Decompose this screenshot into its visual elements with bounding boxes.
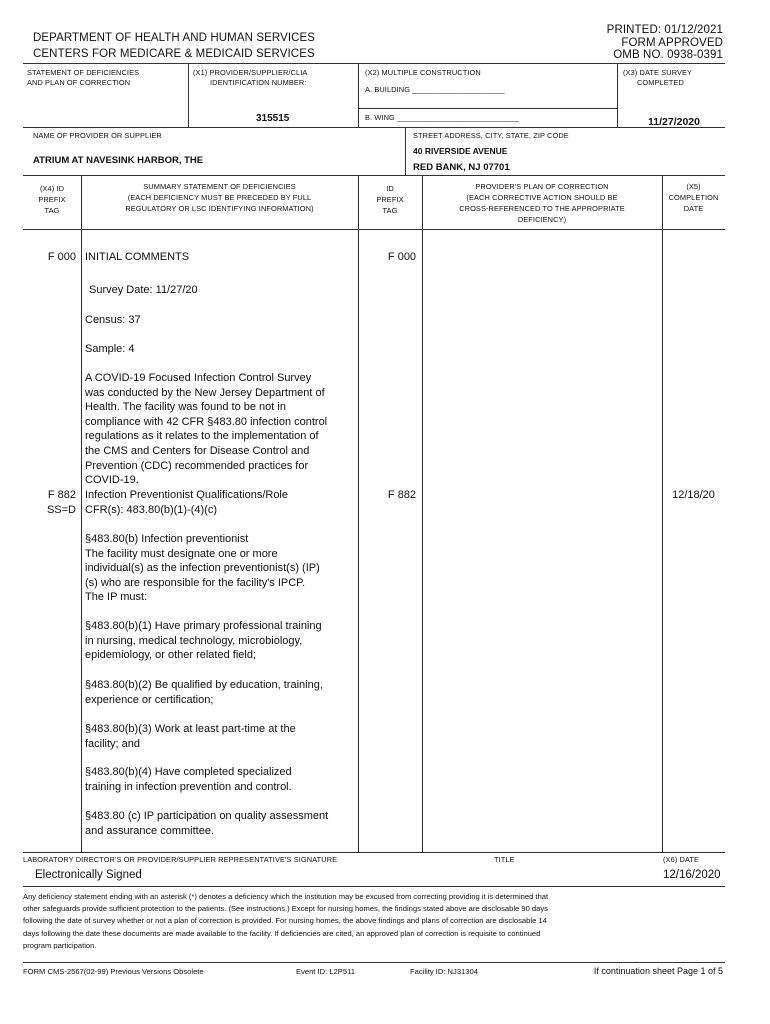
sample: Sample: 4 [85,343,135,355]
para-line: §483.80(b)(3) Work at least part-time at the [85,723,296,735]
para-line: §483.80(b)(2) Be qualified by education, training, [85,679,323,691]
rule-v3 [617,63,618,127]
summary-label-1: SUMMARY STATEMENT OF DEFICIENCIES [143,182,296,191]
plan-label-4: DEFICIENCY) [517,215,567,224]
para-line: and assurance committee. [85,824,215,837]
initial-comments-title: INITIAL COMMENTS [85,251,190,263]
para-line: epidemiology, or other related field; [85,649,257,662]
provider-name-label: NAME OF PROVIDER OR SUPPLIER [33,131,162,140]
disclaimer [23,891,548,952]
para-line: compliance with 42 CFR §483.80 infection control [85,415,328,428]
para-line: training in infection prevention and control. [85,780,292,793]
para-line: Prevention (CDC) recommended practices for [85,459,309,472]
plan-label-1: PROVIDER'S PLAN OF CORRECTION [475,182,609,191]
rule-v1 [188,63,189,127]
rule-col-4 [662,175,663,852]
survey-completed-date: 11/27/2020 [648,116,700,128]
tag-f000-right: F 000 [387,251,417,263]
rule-col-1 [81,175,82,852]
plan-label-3: CROSS-REFERENCED TO THE APPROPRIATE [459,204,625,213]
rule-signature-bottom [23,886,725,887]
para-line: (s) who are responsible for the facility's IPCP. [85,576,306,589]
census: Census: 37 [85,314,141,326]
x1-label-1: (X1) PROVIDER/SUPPLIER/CLIA [193,68,308,77]
x4-label-3: TAG [44,206,60,215]
f882-completion-date: 12/18/20 [672,489,715,501]
signature-label: LABORATORY DIRECTOR'S OR PROVIDER/SUPPLIER REPRESENTATIVE'S SIGNATURE [23,855,338,864]
disclaimer-line: following the date of survey whether or not a plan of correction is provided. For nursing homes, the above findings and plans of correction are disclosable 14 [23,916,547,926]
building-label: A. BUILDING ______________________ [365,85,505,94]
rule-top [23,63,725,64]
city-state-zip: RED BANK, NJ 07701 [413,162,510,173]
para-line: §483.80(b)(4) Have completed specialized [85,766,292,778]
para-line: experience or certification; [85,693,214,706]
rule-colhead-bottom [23,229,725,230]
ip-training-paragraph [85,619,322,663]
id-label-3: TAG [382,206,398,215]
tag-f882-scope: SS=D [46,504,76,516]
id-label-1: ID [386,184,394,193]
rule-col-2 [358,175,359,852]
street-address: 40 RIVERSIDE AVENUE [413,146,508,156]
para-line: facility; and [85,737,141,750]
para-line: in nursing, medical technology, microbiology, [85,634,303,647]
id-label-2: PREFIX [376,195,404,204]
disclaimer-line: program participation. [23,940,97,950]
form-number: FORM CMS-2567(02-99) Previous Versions Obsolete [23,967,204,976]
survey-date: Survey Date: 11/27/20 [89,284,198,296]
rule-provider-split [405,127,406,175]
x3-label-1: (X3) DATE SURVEY [623,68,693,77]
tag-f882-right: F 882 [387,489,417,501]
rule-col-3 [422,175,423,852]
agency-name: CENTERS FOR MEDICARE & MEDICAID SERVICES [33,48,315,60]
tag-f882: F 882 [47,489,76,501]
x4-label-1: (X4) ID [39,184,65,193]
x4-label-2: PREFIX [38,195,66,204]
para-line: individual(s) as the infection preventionist(s) (IP) [85,562,320,575]
x2-label: (X2) MULTIPLE CONSTRUCTION [365,68,481,77]
ip-worktime-paragraph [85,722,296,751]
department-name: DEPARTMENT OF HEALTH AND HUMAN SERVICES [33,32,316,44]
f882-cfr: CFR(s): 483.80(b)(1)-(4)(c) [85,504,218,516]
rule-id-bottom [23,127,725,128]
statement-label-2: AND PLAN OF CORRECTION [27,78,131,87]
provider-id-number: 315515 [256,113,290,124]
page-indicator: If continuation sheet Page 1 of 5 [593,966,723,976]
tag-f000: F 000 [47,251,76,263]
sign-date-label: (X6) DATE [663,855,700,864]
summary-label-3: REGULATORY OR LSC IDENTIFYING INFORMATION) [125,204,314,213]
x1-label-2: IDENTIFICATION NUMBER: [210,78,307,87]
ip-designation-paragraph [85,532,320,605]
provider-name: ATRIUM AT NAVESINK HARBOR, THE [33,155,204,166]
rule-footer [23,962,725,963]
ip-qualified-paragraph [85,678,323,707]
event-id: Event ID: L2P511 [296,967,355,976]
para-line: §483.80(b) Infection preventionist [85,533,249,545]
signature-value: Electronically Signed [35,869,142,881]
plan-label-2: (EACH CORRECTIVE ACTION SHOULD BE [466,193,618,202]
x5-label-2: COMPLETION [668,193,719,202]
disclaimer-line: days following the date these documents are made available to the facility. If deficiencies are cited, an approved plan of correction is requisite to continued [23,928,541,938]
printed-date: PRINTED: 01/12/2021 [606,24,723,36]
para-line: the CMS and Centers for Disease Control and [85,444,310,457]
wing-label: B. WING _____________________________ [365,113,520,122]
omb-number: OMB NO. 0938-0391 [613,49,723,61]
x5-label-1: (X5) [686,182,701,191]
statement-label-1: STATEMENT OF DEFICIENCIES [27,68,140,77]
facility-id: Facility ID: NJ31304 [410,967,478,976]
rule-provider-bottom [23,175,725,176]
para-line: A COVID-19 Focused Infection Control Survey [85,372,312,384]
para-line: was conducted by the New Jersey Department of [85,386,325,399]
para-line: §483.80(b)(1) Have primary professional training [85,620,322,632]
para-line: §483.80 (c) IP participation on quality assessment [85,810,329,822]
survey-summary-paragraph [85,371,327,488]
x5-label-3: DATE [683,204,704,213]
title-label: TITLE [494,855,515,864]
para-line: Health. The facility was found to be not in [85,401,286,414]
para-line: The IP must: [85,591,148,604]
para-line: regulations as it relates to the implementation of [85,430,319,443]
para-line: The facility must designate one or more [85,547,278,560]
rule-body-bottom [23,852,725,853]
f882-title: Infection Preventionist Qualifications/Role [85,489,288,501]
x3-label-2: COMPLETED [637,78,684,87]
ip-committee-paragraph [85,809,328,838]
sign-date-value: 12/16/2020 [663,869,721,881]
rule-wing [358,108,617,109]
rule-v2 [358,63,359,127]
summary-label-2: (EACH DEFICIENCY MUST BE PRECEDED BY FULL [127,193,312,202]
disclaimer-line: other safeguards provide sufficient protection to the patients. (See instructions.) Except for nursing homes, the findings stated above are disclosable 90 days [23,904,548,914]
address-label: STREET ADDRESS, CITY, STATE, ZIP CODE [413,131,569,140]
disclaimer-line: Any deficiency statement ending with an asterisk (*) denotes a deficiency which the institution may be excused from correcting providing it is determined that [23,892,549,901]
ip-specialized-paragraph [85,765,292,794]
para-line: COVID-19. [85,474,139,487]
form-approved: FORM APPROVED [621,37,723,49]
